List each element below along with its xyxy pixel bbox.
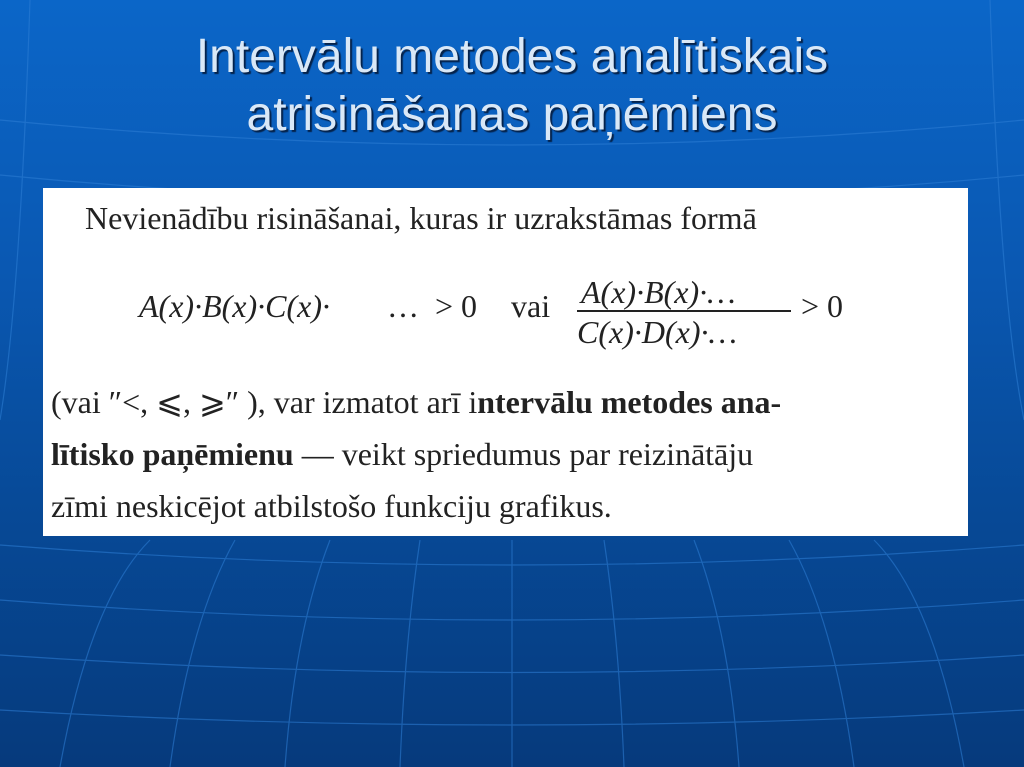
body-paragraph xyxy=(51,376,956,532)
formula-ellipsis: … xyxy=(387,288,419,324)
body-line-1 xyxy=(51,376,956,428)
body-line-2-plain: — veikt spriedumus par reizinātāju xyxy=(293,436,754,472)
body-line-1-plain: (vai ″<, ⩽, ⩾″ ), var izmatot arī i xyxy=(51,384,478,420)
intro-text: Nevienādību risināšanai, kuras ir uzrakstāmas formā xyxy=(85,200,757,236)
slide-title xyxy=(0,28,1024,144)
fraction-denominator: C(x)·D(x)·… xyxy=(577,314,737,350)
formula-gt-zero-2: > 0 xyxy=(801,288,844,324)
formula-product: A(x)·B(x)·C(x)· xyxy=(139,288,330,324)
body-line-1-bold: ntervālu metodes ana- xyxy=(477,384,782,420)
body-line-3: zīmi neskicējot atbilstošo funkciju grafikus. xyxy=(51,488,612,524)
slide-title-line-2: atrisināšanas paņēmiens xyxy=(246,88,778,141)
fraction-bar xyxy=(577,310,791,312)
formula-gt-zero: > 0 xyxy=(435,288,478,324)
formula-or-word: vai xyxy=(511,288,551,324)
body-line-2 xyxy=(51,428,956,480)
content-panel xyxy=(43,188,968,536)
slide-title-line-1: Intervālu metodes analītiskais xyxy=(195,30,829,83)
fraction-numerator: A(x)·B(x)·… xyxy=(581,274,736,310)
body-line-2-bold: lītisko paņēmienu xyxy=(51,436,294,472)
